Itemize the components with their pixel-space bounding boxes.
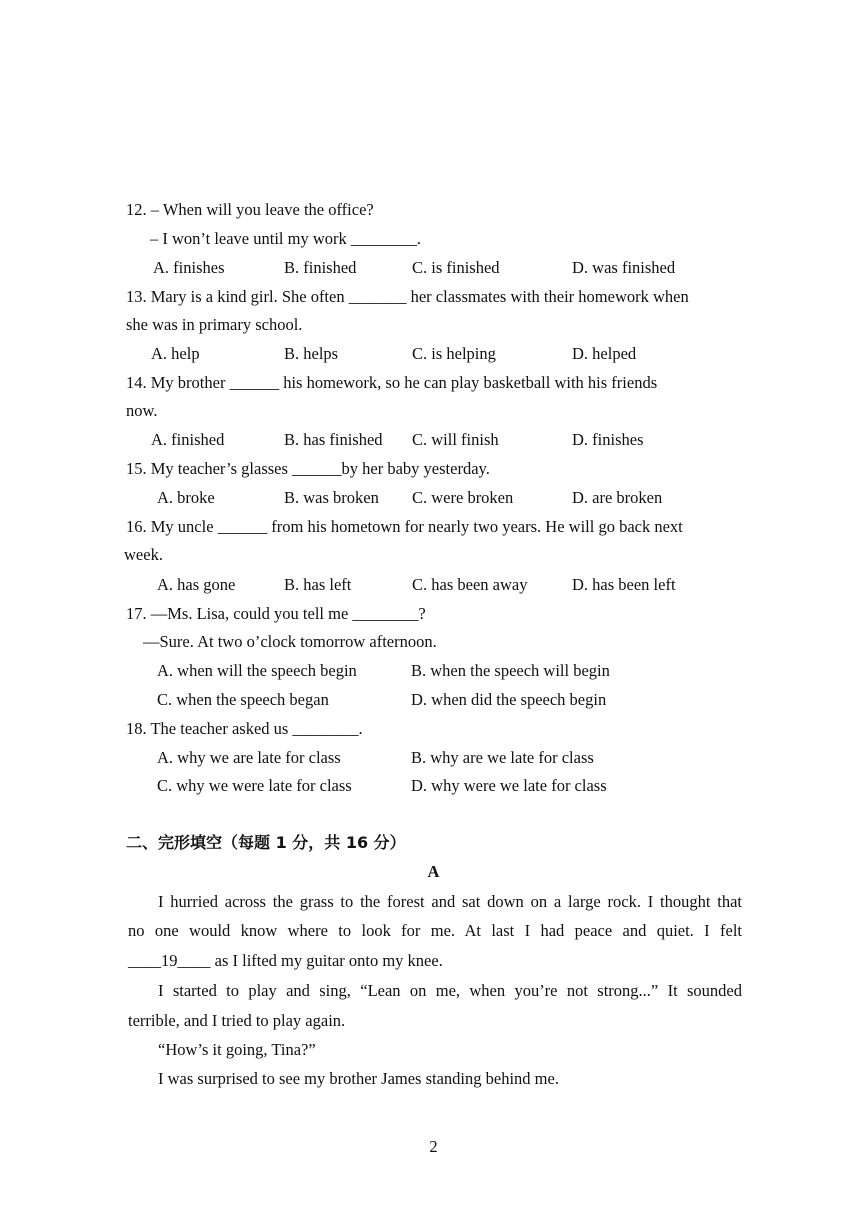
paragraph-3: “How’s it going, Tina?” (158, 1040, 316, 1059)
question-12-response: – I won’t leave until my work ________. (150, 229, 421, 248)
question-14-stem-continued: now. (126, 401, 158, 420)
question-16-option-c: C. has been away (412, 575, 528, 594)
question-16-stem: 16. My uncle ______ from his hometown for nearly two years. He will go back next (126, 517, 683, 536)
question-15-option-b: B. was broken (284, 488, 379, 507)
paragraph-2-line-1: I started to play and sing, “Lean on me, when you’re not strong...” It sounded (158, 981, 742, 1000)
question-12-option-b: B. finished (284, 258, 357, 277)
question-17-option-c: C. when the speech began (157, 690, 329, 709)
paragraph-1-line-1: I hurried across the grass to the forest and sat down on a large rock. I thought that (158, 892, 742, 911)
question-12-option-a: A. finishes (153, 258, 225, 277)
question-17-stem: 17. —Ms. Lisa, could you tell me ________? (126, 604, 426, 623)
question-17-option-d: D. when did the speech begin (411, 690, 607, 709)
question-15-option-c: C. were broken (412, 488, 514, 507)
question-14-stem: 14. My brother ______ his homework, so he can play basketball with his friends (126, 373, 658, 392)
question-17-option-b: B. when the speech will begin (411, 661, 610, 680)
question-13-option-b: B. helps (284, 344, 339, 363)
question-18-option-d: D. why were we late for class (411, 776, 607, 795)
question-15-option-a: A. broke (157, 488, 215, 507)
passage-title: A (427, 862, 440, 881)
question-18-option-b: B. why are we late for class (411, 748, 594, 767)
question-14-option-b: B. has finished (284, 430, 383, 449)
question-16-option-a: A. has gone (157, 575, 236, 594)
question-16-option-b: B. has left (284, 575, 352, 594)
question-18-option-c: C. why we were late for class (157, 776, 352, 795)
question-13-option-d: D. helped (572, 344, 637, 363)
paragraph-1-line-2: no one would know where to look for me. At last I had peace and quiet. I felt (128, 921, 742, 940)
paragraph-2-line-2: terrible, and I tried to play again. (128, 1011, 346, 1030)
question-13-option-a: A. help (151, 344, 200, 363)
question-14-option-d: D. finishes (572, 430, 644, 449)
question-17-option-a: A. when will the speech begin (157, 661, 357, 680)
question-16-stem-continued: week. (124, 545, 163, 564)
question-13-option-c: C. is helping (412, 344, 496, 363)
question-17-response: —Sure. At two o’clock tomorrow afternoon. (143, 632, 437, 651)
question-12-option-d: D. was finished (572, 258, 676, 277)
question-12-option-c: C. is finished (412, 258, 500, 277)
question-16-option-d: D. has been left (572, 575, 676, 594)
question-18-option-a: A. why we are late for class (157, 748, 341, 767)
question-14-option-a: A. finished (151, 430, 225, 449)
question-15-stem: 15. My teacher’s glasses ______by her baby yesterday. (126, 459, 490, 478)
question-18-stem: 18. The teacher asked us ________. (126, 719, 363, 738)
paragraph-4: I was surprised to see my brother James standing behind me. (158, 1069, 559, 1088)
page-number: 2 (429, 1137, 438, 1156)
question-12-stem: 12. – When will you leave the office? (126, 200, 374, 219)
question-14-option-c: C. will finish (412, 430, 499, 449)
question-13-stem: 13. Mary is a kind girl. She often _______ her classmates with their homework when (126, 287, 689, 306)
question-13-stem-continued: she was in primary school. (126, 315, 303, 334)
question-15-option-d: D. are broken (572, 488, 663, 507)
paragraph-1-line-3: ____19____ as I lifted my guitar onto my knee. (128, 951, 443, 970)
section-heading: 二、完形填空（每题 1 分，共 16 分） (126, 833, 406, 852)
